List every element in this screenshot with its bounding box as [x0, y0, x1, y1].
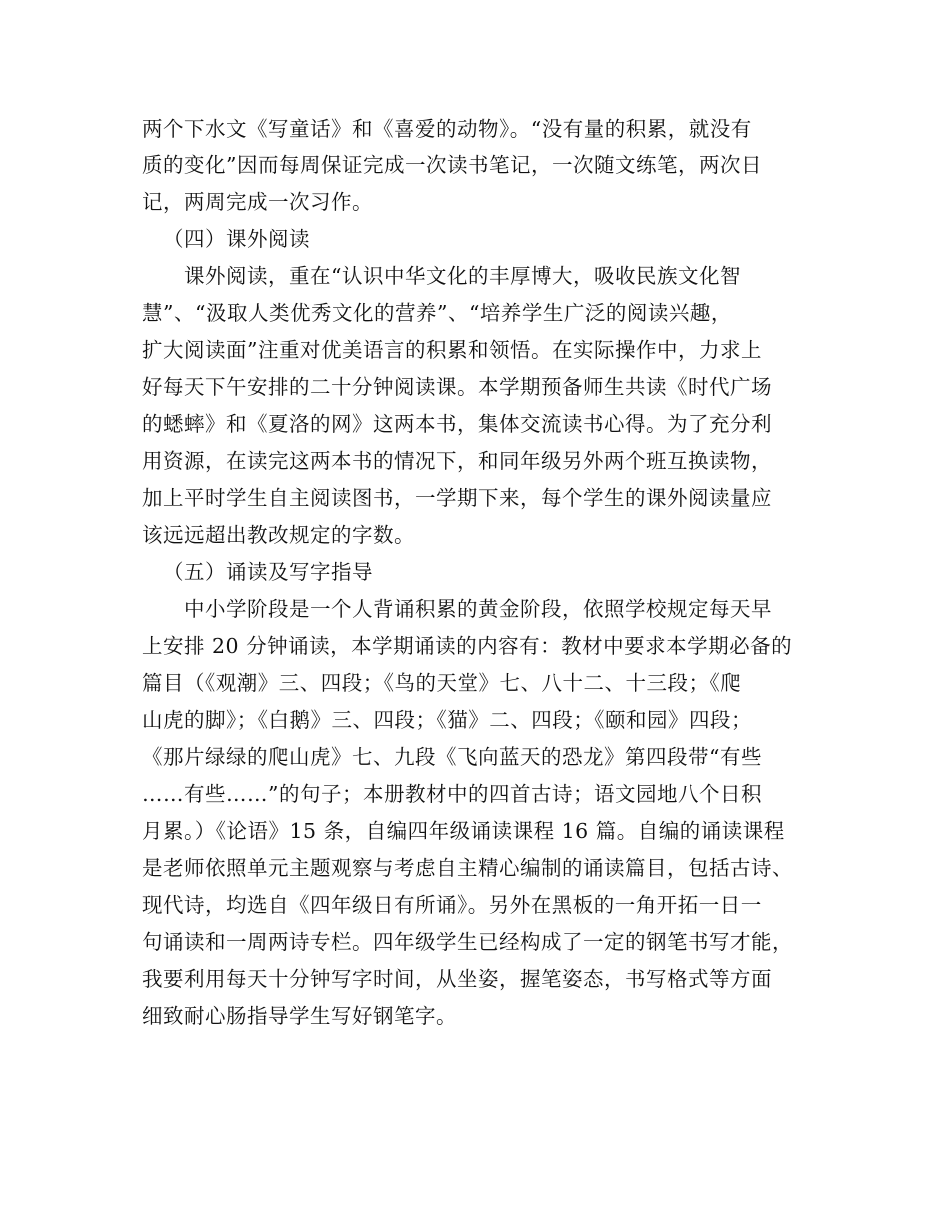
- paragraph-line: 句诵读和一周两诗专栏。四年级学生已经构成了一定的钢笔书写才能，: [142, 930, 793, 954]
- paragraph-line: 扩大阅读面”注重对优美语言的积累和领悟。在实际操作中，力求上: [142, 338, 762, 362]
- paragraph-line: 山虎的脚》；《白鹅》三、四段；《猫》二、四段；《颐和园》四段；: [142, 708, 752, 732]
- paragraph-line: 用资源，在读完这两本书的情况下，和同年级另外两个班互换读物，: [142, 449, 772, 473]
- paragraph-line: 上安排 20 分钟诵读，本学期诵读的内容有：教材中要求本学期必备的: [142, 634, 793, 658]
- paragraph-line: 篇目（《观潮》三、四段；《鸟的天堂》七、八十二、十三段；《爬: [142, 671, 742, 695]
- paragraph-line: 好每天下午安排的二十分钟阅读课。本学期预备师生共读《时代广场: [142, 375, 772, 399]
- paragraph-line: 的蟋蟀》和《夏洛的网》这两本书，集体交流读书心得。为了充分利: [142, 412, 772, 436]
- paragraph-line: 是老师依照单元主题观察与考虑自主精心编制的诵读篇目，包括古诗、: [142, 856, 793, 880]
- section-heading: （四）课外阅读: [163, 227, 310, 251]
- paragraph-line: 中小学阶段是一个人背诵积累的黄金阶段，依照学校规定每天早: [184, 597, 772, 621]
- paragraph-line: 慧”、“汲取人类优秀文化的营养”、“培养学生广泛的阅读兴趣，: [142, 301, 732, 325]
- paragraph-line: 我要利用每天十分钟写字时间，从坐姿，握笔姿态，书写格式等方面: [142, 967, 772, 991]
- section-heading: （五）诵读及写字指导: [163, 560, 373, 584]
- paragraph-line: 《那片绿绿的爬山虎》七、九段《飞向蓝天的恐龙》第四段带“有些: [142, 745, 762, 769]
- paragraph-line: 课外阅读，重在“认识中华文化的丰厚博大，吸收民族文化智: [184, 264, 741, 288]
- paragraph-line: ……有些……”的句子；本册教材中的四首古诗；语文园地八个日积: [142, 782, 762, 806]
- paragraph-line: 质的变化”因而每周保证完成一次读书笔记，一次随文练笔，两次日: [142, 153, 762, 177]
- paragraph-line: 加上平时学生自主阅读图书，一学期下来，每个学生的课外阅读量应: [142, 486, 772, 510]
- paragraph-line: 月累。）《论语》15 条，自编四年级诵读课程 16 篇。自编的诵读课程: [142, 819, 785, 843]
- paragraph-line: 细致耐心肠指导学生写好钢笔字。: [142, 1004, 457, 1028]
- paragraph-line: 两个下水文《写童话》和《喜爱的动物》。“没有量的积累，就没有: [142, 117, 752, 141]
- paragraph-line: 记，两周完成一次习作。: [142, 190, 373, 214]
- paragraph-line: 现代诗，均选自《四年级日有所诵》。另外在黑板的一角开拓一日一: [142, 893, 762, 917]
- paragraph-line: 该远远超出教改规定的字数。: [142, 523, 415, 547]
